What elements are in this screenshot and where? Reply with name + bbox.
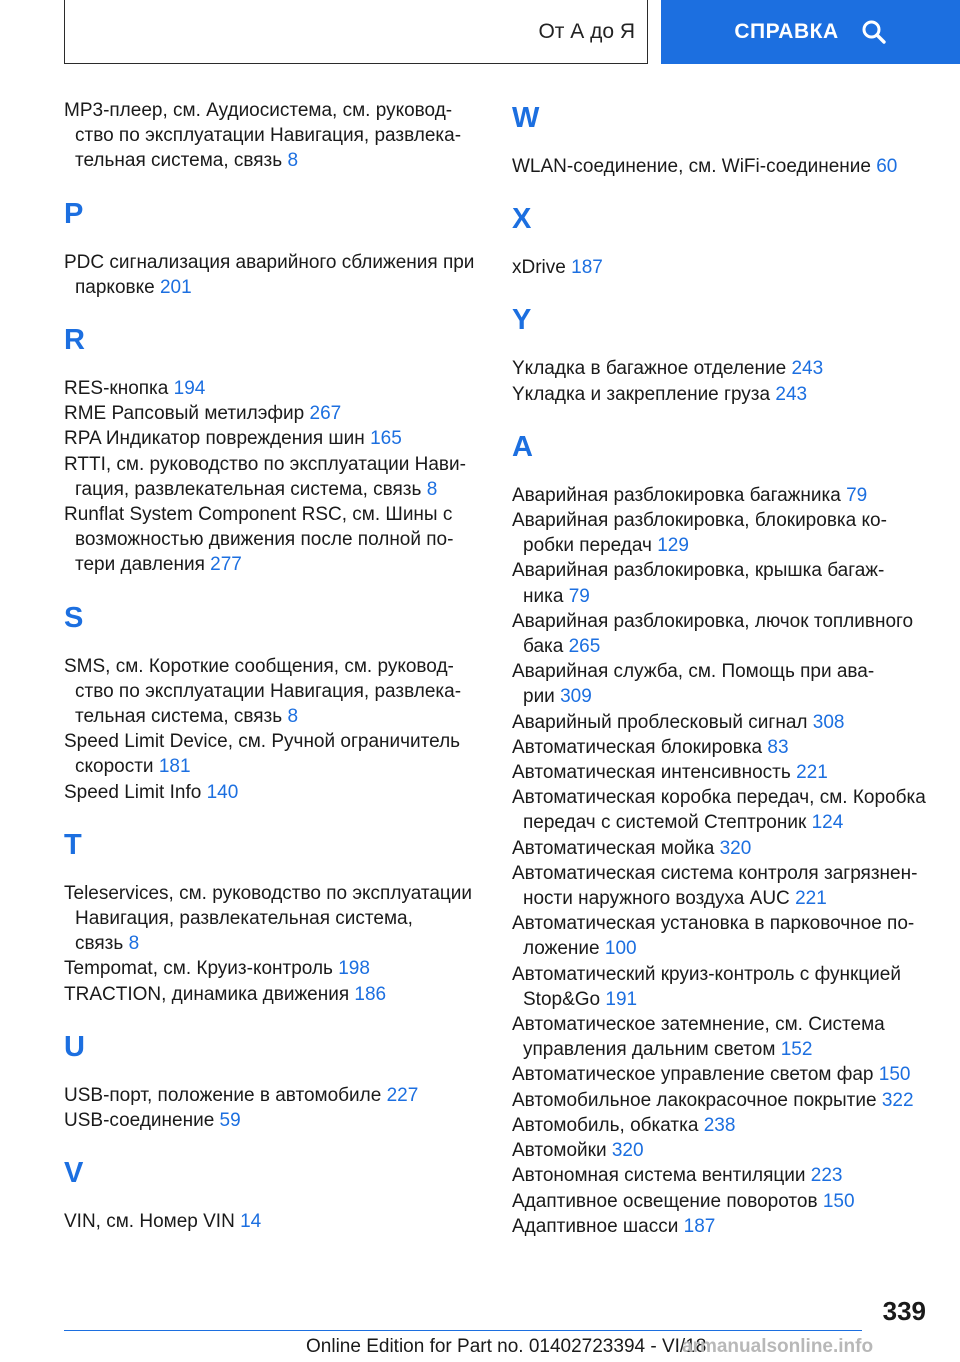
index-entry	[64, 452, 484, 477]
index-entry	[64, 654, 484, 679]
footer-edition: Online Edition for Part no. 01402723394 - VI/18	[306, 1336, 707, 1357]
entry-text: USB-соединение	[64, 1110, 215, 1132]
index-entry	[512, 533, 932, 558]
entry-text: Адаптивное шасси	[512, 1215, 679, 1237]
section-letter: P	[64, 197, 84, 230]
page-link[interactable]: 8	[426, 478, 438, 500]
entry-text: Автоматическая установка в парковочное по-	[512, 913, 915, 935]
index-entry	[64, 881, 484, 906]
page-link[interactable]: 8	[128, 933, 140, 955]
index-entry	[512, 886, 932, 911]
entry-text: RTTI, см. руководство по эксплуатации Нави-	[64, 453, 466, 475]
page-link[interactable]: 322	[881, 1089, 914, 1111]
page-link[interactable]: 201	[159, 276, 192, 298]
page-link[interactable]: 59	[219, 1110, 241, 1132]
page-link[interactable]: 308	[812, 711, 845, 733]
entry-text: Tempomat, см. Круиз-контроль	[64, 958, 333, 980]
index-entry	[64, 376, 484, 401]
index-entry	[512, 836, 932, 861]
page-link[interactable]: 8	[287, 150, 299, 172]
entry-text: Навигация, развлекательная система,	[75, 908, 413, 930]
entry-text: связь	[75, 933, 124, 955]
entry-text: Автоматическая интенсивность	[512, 762, 791, 784]
index-column-left	[64, 98, 484, 1234]
index-entry	[64, 401, 484, 426]
index-entry	[64, 1108, 484, 1133]
entry-text: скорости	[75, 756, 154, 778]
section-letter: T	[64, 828, 82, 861]
entry-text: Аварийная разблокировка, лючок топливного	[512, 610, 914, 632]
page-link[interactable]: 152	[780, 1039, 813, 1061]
entry-text: Аварийная разблокировка, блокировка ко-	[512, 510, 887, 532]
page-link[interactable]: 309	[560, 686, 592, 708]
index-entry	[64, 98, 484, 123]
entry-text: тери давления	[75, 554, 205, 576]
entry-text: Аварийная разблокировка багажника	[512, 484, 841, 506]
page-link[interactable]: 129	[657, 535, 689, 557]
page-link[interactable]: 14	[240, 1211, 262, 1233]
index-section	[512, 300, 932, 406]
index-section	[512, 427, 932, 1239]
tab-help[interactable]	[661, 0, 960, 64]
entry-text: ности наружного воздуха AUC	[523, 888, 790, 910]
index-entry	[512, 584, 932, 609]
section-letter: X	[512, 203, 532, 236]
tab-help-label: СПРАВКА	[734, 20, 839, 43]
page-link[interactable]: 265	[568, 636, 601, 658]
page-link[interactable]: 79	[568, 585, 590, 607]
entry-text: гация, развлекательная система, связь	[75, 478, 422, 500]
index-entry	[512, 936, 932, 961]
index-entry	[64, 148, 484, 173]
index-entry	[512, 1189, 932, 1214]
index-entry	[512, 987, 932, 1012]
entry-text: ство по эксплуатации Навигация, развлека-	[75, 680, 462, 702]
entry-text: Автоматическое управление светом фар	[512, 1064, 874, 1086]
index-section	[512, 98, 932, 179]
entry-text: рии	[523, 686, 555, 708]
page-link[interactable]: 186	[354, 983, 387, 1005]
entry-text: Teleservices, см. руководство по эксплуатации	[64, 882, 473, 904]
index-section	[64, 194, 484, 300]
index-entry	[64, 502, 484, 527]
index-section	[64, 825, 484, 1007]
section-letter: S	[64, 601, 84, 634]
page-link[interactable]: 238	[703, 1114, 736, 1136]
index-entry	[512, 735, 932, 760]
index-entry	[512, 154, 932, 179]
index-entry	[64, 982, 484, 1007]
section-letter: U	[64, 1030, 85, 1063]
index-entry	[512, 911, 932, 936]
entry-text: тельная система, связь	[75, 706, 283, 728]
page-link[interactable]: 187	[571, 257, 603, 279]
entry-text: бака	[523, 636, 564, 658]
index-entry	[512, 1163, 932, 1188]
entry-text: передач с системой Стептроник	[523, 812, 807, 834]
index-entry	[64, 477, 484, 502]
entry-text: Аварийная разблокировка, крышка багаж-	[512, 560, 885, 582]
index-entry	[512, 508, 932, 533]
section-letter: А	[512, 430, 533, 463]
entry-text: Автоматическое затемнение, см. Система	[512, 1014, 885, 1036]
index-column-right	[512, 98, 932, 1239]
index-section	[64, 598, 484, 805]
entry-text: управления дальним светом	[523, 1039, 776, 1061]
entry-text: Автоматическая система контроля загрязнен-	[512, 862, 918, 884]
entry-text: TRACTION, динамика движения	[64, 983, 350, 1005]
entry-text: Speed Limit Device, см. Ручной ограничитель	[64, 731, 461, 753]
page-link[interactable]: 150	[822, 1190, 855, 1212]
index-entry	[512, 483, 932, 508]
entry-text: MP3-плеер, см. Аудиосистема, см. руковод-	[64, 100, 453, 121]
entry-text: Автомобиль, обкатка	[512, 1114, 699, 1136]
entry-text: Аварийная служба, см. Помощь при ава-	[512, 661, 875, 683]
page-number: 339	[882, 1296, 926, 1326]
page-link[interactable]: 150	[878, 1064, 911, 1086]
page-link[interactable]: 165	[370, 428, 402, 450]
index-entry	[512, 558, 932, 583]
index-section	[64, 98, 484, 174]
index-entry	[512, 356, 932, 381]
index-entry	[512, 760, 932, 785]
page-link[interactable]: 100	[604, 938, 637, 960]
index-entry	[512, 1037, 932, 1062]
watermark: armanualsonline.info	[682, 1336, 874, 1357]
entry-text: робки передач	[523, 535, 652, 557]
footer	[0, 1333, 960, 1362]
page-link[interactable]: 277	[210, 554, 242, 576]
index-section	[64, 320, 484, 578]
index-entry	[64, 552, 484, 577]
index-entry	[512, 255, 932, 280]
entry-text: Автомойки	[512, 1140, 607, 1162]
entry-text: xDrive	[512, 257, 566, 279]
entry-text: Автоматическая блокировка	[512, 736, 763, 758]
entry-text: Speed Limit Info	[64, 781, 202, 803]
page-link[interactable]: 320	[611, 1140, 644, 1162]
entry-text: Автомобильное лакокрасочное покрытие	[512, 1089, 877, 1111]
page-link[interactable]: 79	[846, 484, 868, 506]
search-icon[interactable]	[861, 19, 887, 45]
index-entry	[64, 426, 484, 451]
section-letter: R	[64, 324, 85, 357]
section-letter: V	[64, 1157, 84, 1190]
index-entry	[512, 710, 932, 735]
page-link[interactable]: 181	[158, 756, 191, 778]
index-entry	[512, 634, 932, 659]
index-entry	[512, 785, 932, 810]
page-link[interactable]: 221	[796, 762, 828, 784]
entry-text: Автоматическая мойка	[512, 837, 715, 859]
page-link[interactable]: 198	[338, 958, 370, 980]
page-link[interactable]: 320	[719, 837, 752, 859]
entry-text: WLAN-соединение, см. WiFi-соединение	[512, 156, 871, 177]
entry-text: Runflat System Component RSC, см. Шины с	[64, 504, 453, 526]
index-entry	[64, 123, 484, 148]
index-entry	[64, 275, 484, 300]
index-entry	[512, 962, 932, 987]
entry-text: PDC сигнализация аварийного сближения при	[64, 251, 475, 273]
page-link[interactable]: 60	[876, 156, 898, 177]
entry-text: ство по эксплуатации Навигация, развлека-	[75, 125, 462, 147]
entry-text: парковке	[75, 276, 155, 298]
index-entry	[64, 704, 484, 729]
entry-text: SMS, см. Короткие сообщения, см. руковод-	[64, 655, 454, 677]
entry-text: тельная система, связь	[75, 150, 283, 172]
footer-divider	[64, 1330, 862, 1331]
index-entry	[64, 956, 484, 981]
index-section	[512, 199, 932, 280]
tab-a-to-z[interactable]	[64, 0, 648, 64]
entry-text: Stop&Go	[523, 988, 601, 1010]
index-entry	[64, 1083, 484, 1108]
index-entry	[512, 659, 932, 684]
page-link[interactable]: 243	[775, 383, 808, 405]
index-entry	[64, 906, 484, 931]
page-link[interactable]: 223	[810, 1165, 843, 1187]
page-link[interactable]: 243	[791, 358, 824, 380]
page-link[interactable]: 124	[811, 812, 844, 834]
page-link[interactable]: 194	[173, 378, 206, 400]
entry-text: RME Рапсовый метилэфир	[64, 403, 305, 425]
index-entry	[64, 1209, 484, 1234]
index-entry	[512, 1088, 932, 1113]
page-link[interactable]: 140	[206, 781, 239, 803]
page-link[interactable]: 191	[605, 988, 638, 1010]
section-letter: Y	[512, 304, 532, 337]
index-section	[64, 1153, 484, 1234]
index-entry	[64, 527, 484, 552]
entry-text: Yкладка и закрепление груза	[512, 383, 771, 405]
page-link[interactable]: 187	[683, 1215, 716, 1237]
index-entry	[64, 679, 484, 704]
index-entry	[512, 684, 932, 709]
index-entry	[64, 754, 484, 779]
entry-text: возможностью движения после полной по-	[75, 529, 454, 551]
index-entry	[512, 1113, 932, 1138]
index-entry	[512, 1138, 932, 1163]
tab-a-to-z-label: От А до Я	[538, 19, 635, 43]
index-entry	[64, 931, 484, 956]
entry-text: ника	[523, 585, 564, 607]
index-entry	[512, 1214, 932, 1239]
index-entry	[512, 1062, 932, 1087]
section-letter: W	[512, 102, 540, 134]
entry-text: Адаптивное освещение поворотов	[512, 1190, 818, 1212]
page-link[interactable]: 83	[767, 736, 789, 758]
entry-text: Автоматическая коробка передач, см. Коробка	[512, 787, 926, 809]
page-link[interactable]: 267	[309, 403, 342, 425]
index-entry	[512, 382, 932, 407]
entry-text: USB-порт, положение в автомобиле	[64, 1084, 382, 1106]
index-entry	[512, 810, 932, 835]
entry-text: Автономная система вентиляции	[512, 1165, 806, 1187]
entry-text: Аварийный проблесковый сигнал	[512, 711, 808, 733]
entry-text: VIN, см. Номер VIN	[64, 1211, 235, 1233]
index-entry	[64, 250, 484, 275]
page-link[interactable]: 227	[386, 1084, 419, 1106]
entry-text: Автоматический круиз-контроль с функцией	[512, 963, 901, 985]
index-entry	[512, 861, 932, 886]
entry-text: ложение	[523, 938, 600, 960]
page-link[interactable]: 8	[287, 706, 299, 728]
index-entry	[512, 609, 932, 634]
entry-text: RES-кнопка	[64, 378, 169, 400]
index-entry	[64, 780, 484, 805]
entry-text: Yкладка в багажное отделение	[512, 358, 787, 380]
page-link[interactable]: 221	[795, 888, 827, 910]
entry-text: RPA Индикатор повреждения шин	[64, 428, 365, 450]
index-entry	[512, 1012, 932, 1037]
index-entry	[64, 729, 484, 754]
index-section	[64, 1027, 484, 1133]
